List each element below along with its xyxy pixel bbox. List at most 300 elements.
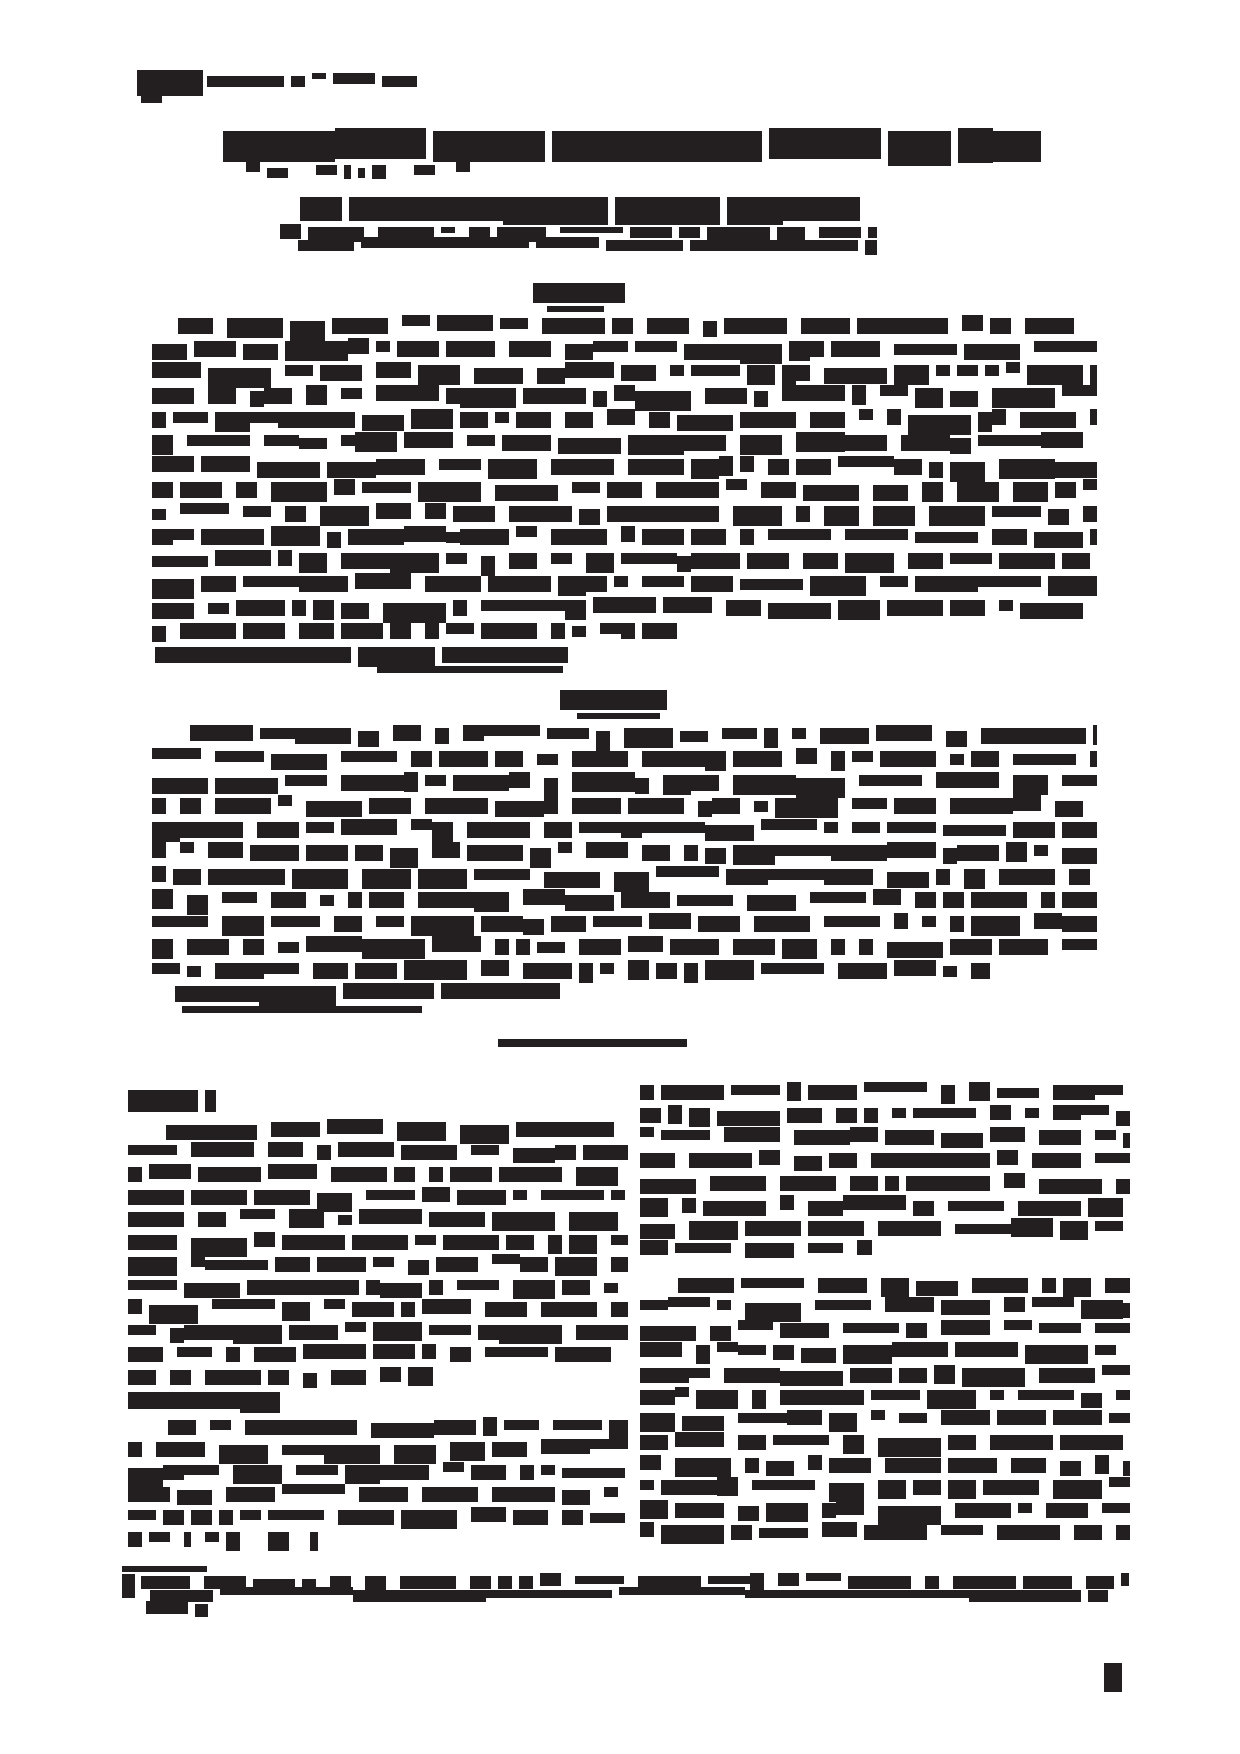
ink-blob [829, 1413, 857, 1432]
ink-blob [703, 321, 717, 337]
ink-blob [495, 485, 558, 501]
ink-blob [513, 1510, 548, 1525]
footnote-text-line [150, 1590, 1108, 1598]
ink-blob [614, 385, 635, 401]
ink-blob [640, 1240, 668, 1255]
ink-blob [740, 344, 782, 364]
ink-blob [201, 529, 264, 545]
ink-blob [1041, 432, 1083, 448]
ink-blob [1039, 1368, 1095, 1383]
ink-blob [341, 751, 397, 762]
ink-blob [271, 754, 327, 770]
ink-blob [857, 1240, 872, 1255]
ink-blob [201, 576, 236, 592]
ink-blob [500, 318, 528, 329]
ink-blob [523, 388, 586, 404]
ink-blob [887, 822, 936, 833]
ink-blob [271, 916, 285, 927]
ink-blob [422, 1187, 450, 1202]
ink-blob [1011, 1218, 1053, 1237]
ink-blob [425, 576, 481, 592]
ink-blob [901, 435, 950, 451]
ink-blob [296, 1465, 338, 1475]
ink-blob [553, 1420, 602, 1430]
ink-blob [536, 237, 599, 248]
ink-blob [236, 600, 285, 616]
ink-blob [691, 775, 719, 791]
ink-blob [422, 1344, 436, 1359]
ink-blob [219, 1445, 268, 1464]
ink-blob [163, 1465, 184, 1480]
ink-blob [1088, 1198, 1123, 1217]
summary-block-2-line [190, 728, 1097, 744]
ink-blob [999, 939, 1034, 955]
ink-blob [859, 939, 873, 955]
ink-blob [640, 1153, 675, 1168]
ink-blob [642, 529, 684, 545]
ink-blob [560, 690, 602, 710]
ink-blob [943, 848, 957, 864]
ink-blob [1123, 1461, 1130, 1476]
ink-blob [906, 1176, 941, 1191]
ink-blob [682, 1198, 696, 1213]
ink-blob [240, 1392, 280, 1413]
ink-blob [222, 892, 257, 903]
ink-blob [460, 412, 488, 428]
right-column-paragraph-2-line [640, 1345, 1130, 1360]
ink-blob [240, 1510, 261, 1520]
ink-blob [957, 845, 999, 861]
ink-blob [668, 1105, 682, 1124]
ink-blob [429, 1325, 471, 1335]
ink-blob [285, 916, 320, 927]
ink-blob [551, 529, 607, 545]
summary-block-1-line [152, 623, 687, 639]
ink-blob [698, 801, 712, 817]
ink-blob [128, 1190, 184, 1205]
ink-blob [220, 1587, 353, 1595]
ink-blob [948, 1201, 1004, 1211]
ink-blob [621, 892, 670, 908]
ink-blob [664, 131, 762, 162]
ink-blob [873, 485, 908, 501]
ink-blob [141, 1576, 190, 1589]
ink-blob [738, 1506, 759, 1521]
ink-blob [450, 1442, 485, 1461]
ink-blob [908, 553, 943, 569]
ink-blob [376, 341, 390, 352]
ink-blob [1062, 775, 1097, 786]
ink-blob [243, 506, 271, 517]
ink-blob [624, 728, 673, 748]
ink-blob [503, 197, 608, 225]
summary-block-2-line [152, 775, 1097, 791]
ink-blob [766, 1461, 794, 1476]
ink-blob [1053, 1105, 1081, 1120]
summary-block-1-line [152, 435, 1097, 451]
ink-blob [829, 1458, 871, 1473]
ink-blob [429, 1280, 443, 1295]
ink-blob [1034, 939, 1048, 955]
ink-blob [981, 728, 1044, 744]
ink-blob [418, 482, 481, 502]
ink-blob [152, 939, 173, 959]
ink-blob [733, 939, 775, 955]
ink-blob [934, 1153, 990, 1168]
ink-blob [661, 1525, 724, 1544]
ink-blob [488, 459, 537, 479]
ink-blob [376, 385, 439, 401]
ink-blob [958, 128, 993, 163]
ink-blob [783, 197, 860, 221]
page-number-line [1104, 1663, 1122, 1688]
ink-blob [446, 388, 460, 404]
ink-blob [710, 1326, 731, 1341]
ink-blob [768, 869, 824, 880]
ink-blob [999, 459, 1055, 479]
ink-blob [740, 412, 796, 428]
ink-blob [885, 1176, 899, 1191]
ink-blob [691, 365, 740, 376]
ink-blob [509, 772, 530, 788]
ink-blob [724, 1368, 780, 1383]
ink-blob [149, 1164, 191, 1179]
ink-blob [733, 751, 782, 767]
ink-blob [333, 73, 375, 84]
section-heading-2-line [560, 690, 667, 710]
ink-blob [306, 822, 334, 833]
ink-blob [338, 1215, 352, 1225]
ink-blob [569, 1235, 597, 1254]
ink-blob [254, 1347, 296, 1362]
ink-blob [278, 942, 299, 953]
ink-blob [450, 1347, 471, 1362]
ink-blob [831, 751, 845, 771]
ink-blob [173, 412, 208, 423]
ink-blob [308, 1420, 357, 1435]
ink-blob [310, 1532, 318, 1551]
left-column-paragraph-1-line [128, 1325, 628, 1340]
left-column-paragraph-1-line [166, 1122, 628, 1137]
ink-blob [607, 409, 635, 425]
ink-blob [962, 1368, 1025, 1387]
ink-blob [696, 1345, 710, 1364]
ink-blob [271, 892, 306, 908]
ink-blob [726, 600, 761, 616]
ink-blob [899, 1413, 927, 1423]
ink-blob [1034, 532, 1083, 548]
ink-blob [1062, 385, 1097, 396]
ink-blob [894, 344, 957, 355]
ink-blob [1032, 1297, 1074, 1307]
ink-blob [509, 341, 551, 357]
ink-blob [943, 825, 1006, 836]
ink-blob [741, 1278, 804, 1288]
ink-blob [233, 1465, 282, 1484]
ink-blob [978, 412, 992, 432]
ink-blob [808, 1201, 843, 1216]
ink-blob [1053, 1085, 1095, 1100]
left-column-paragraph-1-line [128, 1257, 628, 1272]
ink-blob [401, 1302, 415, 1317]
ink-blob [495, 412, 509, 423]
ink-blob [441, 227, 455, 233]
ink-blob [180, 623, 236, 639]
right-column-paragraph-1-line [640, 1130, 1130, 1145]
ink-blob [425, 503, 446, 519]
ink-blob [596, 731, 610, 751]
ink-blob [733, 845, 775, 865]
ink-blob [551, 916, 586, 932]
ink-blob [887, 942, 943, 958]
ink-blob [850, 1500, 864, 1515]
ink-blob [431, 237, 529, 248]
ink-blob [439, 459, 481, 470]
ink-blob [180, 482, 222, 498]
ink-blob [544, 872, 600, 888]
section-heading-1-line [547, 306, 604, 312]
ink-blob [983, 1480, 1039, 1495]
ink-blob [1095, 1130, 1116, 1140]
ink-blob [606, 240, 683, 251]
ink-blob [259, 986, 336, 1006]
ink-blob [780, 1323, 829, 1338]
ink-blob [971, 916, 1020, 936]
ink-blob [128, 1510, 156, 1520]
ink-blob [418, 365, 460, 385]
ink-blob [447, 197, 503, 221]
ink-blob [796, 748, 817, 764]
ink-blob [871, 1410, 885, 1420]
ink-blob [845, 529, 908, 540]
ink-blob [155, 647, 267, 663]
ink-blob [936, 365, 950, 376]
ink-blob [1053, 1410, 1102, 1425]
ink-blob [663, 597, 712, 613]
ink-blob [1093, 725, 1097, 745]
ink-blob [808, 1221, 864, 1236]
ink-blob [689, 1368, 710, 1378]
ink-blob [194, 341, 236, 357]
ink-blob [219, 1510, 233, 1525]
right-column-paragraph-2-line [640, 1413, 1130, 1428]
ink-blob [401, 1145, 457, 1160]
ink-blob [852, 822, 880, 833]
summary-block-2-keywords-line [175, 986, 560, 1002]
ink-blob [152, 388, 194, 404]
ink-blob [871, 1590, 969, 1598]
left-column-paragraph-2-line [128, 1442, 628, 1457]
ink-blob [609, 1420, 628, 1439]
ink-blob [425, 798, 488, 814]
ink-blob [831, 939, 845, 955]
ink-blob [738, 1345, 766, 1355]
ink-blob [948, 1435, 976, 1450]
ink-blob [187, 895, 208, 915]
ink-blob [992, 409, 1006, 425]
ink-blob [401, 1510, 457, 1529]
ink-blob [331, 1167, 387, 1182]
ink-blob [215, 550, 271, 566]
ink-blob [824, 368, 887, 384]
ink-blob [467, 845, 523, 861]
ink-blob [219, 1325, 233, 1340]
ink-blob [941, 1300, 990, 1315]
ink-blob [962, 315, 983, 331]
ink-blob [754, 801, 768, 812]
ink-blob [604, 1283, 618, 1293]
ink-blob [941, 1133, 983, 1148]
summary-block-1-keywords-line [377, 666, 563, 673]
ink-blob [808, 1085, 857, 1100]
ink-blob [684, 435, 726, 451]
ink-blob [1102, 1503, 1130, 1513]
ink-blob [205, 1370, 261, 1385]
summary-block-2-line [152, 822, 1097, 838]
ink-blob [215, 963, 264, 979]
ink-blob [341, 603, 369, 619]
ink-blob [1013, 795, 1041, 811]
ink-blob [971, 751, 999, 767]
ink-blob [927, 1390, 976, 1409]
ink-blob [593, 597, 656, 613]
ink-blob [878, 1221, 941, 1236]
ink-blob [537, 942, 565, 953]
ink-blob [128, 1090, 198, 1112]
ink-blob [152, 916, 208, 927]
ink-blob [640, 1413, 675, 1432]
ink-blob [1018, 1201, 1081, 1216]
ink-blob [552, 131, 664, 162]
ink-blob [778, 1573, 799, 1586]
ink-blob [513, 1280, 555, 1299]
right-column-paragraph-1-line [640, 1176, 1130, 1191]
ink-blob [746, 240, 858, 251]
ink-blob [670, 365, 684, 376]
ink-blob [460, 388, 516, 408]
ink-blob [1116, 1179, 1130, 1194]
ink-blob [941, 1410, 990, 1425]
ink-blob [324, 1299, 345, 1309]
ink-blob [565, 895, 614, 911]
ink-blob [789, 341, 810, 361]
ink-blob [358, 168, 365, 178]
ink-blob [642, 822, 705, 833]
ink-blob [675, 1432, 724, 1447]
summary-block-2-line [152, 869, 1097, 885]
ink-blob [180, 822, 243, 838]
ink-blob [754, 391, 768, 407]
ink-blob [649, 412, 670, 428]
ink-blob [593, 341, 628, 352]
ink-blob [675, 1243, 731, 1253]
ink-blob [913, 1201, 934, 1216]
ink-blob [555, 1145, 576, 1160]
ink-blob [210, 1420, 231, 1430]
ink-blob [320, 895, 334, 906]
ink-blob [640, 1342, 682, 1357]
ink-blob [640, 1480, 654, 1490]
ink-blob [509, 553, 537, 569]
ink-blob [358, 647, 435, 667]
ink-blob [640, 1179, 696, 1194]
ink-blob [1006, 842, 1027, 862]
ink-blob [152, 509, 166, 520]
footnote-rule-line [122, 1566, 207, 1572]
ink-blob [122, 1574, 135, 1598]
summary-block-1-line [152, 365, 1097, 381]
ink-blob [859, 775, 922, 786]
ink-blob [824, 869, 873, 885]
ink-blob [733, 506, 782, 526]
ink-blob [852, 385, 866, 405]
ink-blob [780, 1371, 843, 1386]
summary-block-2-line [152, 916, 1097, 932]
section-heading-2-line [577, 713, 660, 719]
ink-blob [1086, 1576, 1114, 1589]
ink-blob [152, 866, 166, 882]
ink-blob [726, 479, 747, 490]
ink-blob [485, 1302, 527, 1317]
ink-blob [1025, 1108, 1039, 1118]
ink-blob [312, 73, 326, 79]
ink-blob [820, 728, 869, 744]
ink-blob [194, 1125, 257, 1140]
right-column-paragraph-1-line [640, 1221, 1130, 1236]
ink-blob [948, 1480, 976, 1499]
ink-blob [152, 822, 180, 842]
ink-blob [990, 1435, 1053, 1450]
ink-blob [689, 1108, 710, 1127]
ink-blob [1116, 1525, 1130, 1540]
ink-blob [184, 1325, 219, 1340]
ink-blob [271, 1122, 320, 1137]
ink-blob [166, 1125, 194, 1140]
ink-blob [195, 1604, 208, 1617]
footnote-text-line [146, 1604, 208, 1617]
ink-blob [215, 798, 271, 814]
ink-blob [621, 623, 635, 639]
ink-blob [878, 1506, 941, 1525]
ink-blob [864, 1082, 927, 1092]
ink-blob [173, 869, 201, 885]
ink-blob [691, 553, 740, 569]
ink-blob [128, 1532, 142, 1547]
ink-blob [978, 576, 1041, 587]
ink-blob [899, 1368, 927, 1383]
left-column-paragraph-1-line [128, 1167, 628, 1182]
ink-blob [950, 462, 985, 482]
ink-blob [128, 1299, 142, 1314]
ink-blob [418, 892, 474, 908]
ink-blob [478, 1325, 499, 1340]
right-column-paragraph-1-line [640, 1153, 1130, 1168]
ink-blob [1060, 1461, 1081, 1476]
ink-blob [640, 1108, 661, 1123]
ink-blob [1069, 869, 1090, 885]
ink-blob [815, 1300, 871, 1310]
ink-blob [878, 1438, 941, 1457]
ink-blob [551, 623, 565, 639]
ink-blob [516, 939, 530, 955]
ink-blob [675, 1387, 689, 1397]
summary-block-1-keywords-line [155, 647, 577, 663]
ink-blob [955, 1503, 1011, 1518]
summary-block-1-line [152, 506, 1097, 522]
ink-blob [614, 576, 628, 587]
ink-blob [223, 131, 335, 162]
ink-blob [621, 822, 642, 838]
